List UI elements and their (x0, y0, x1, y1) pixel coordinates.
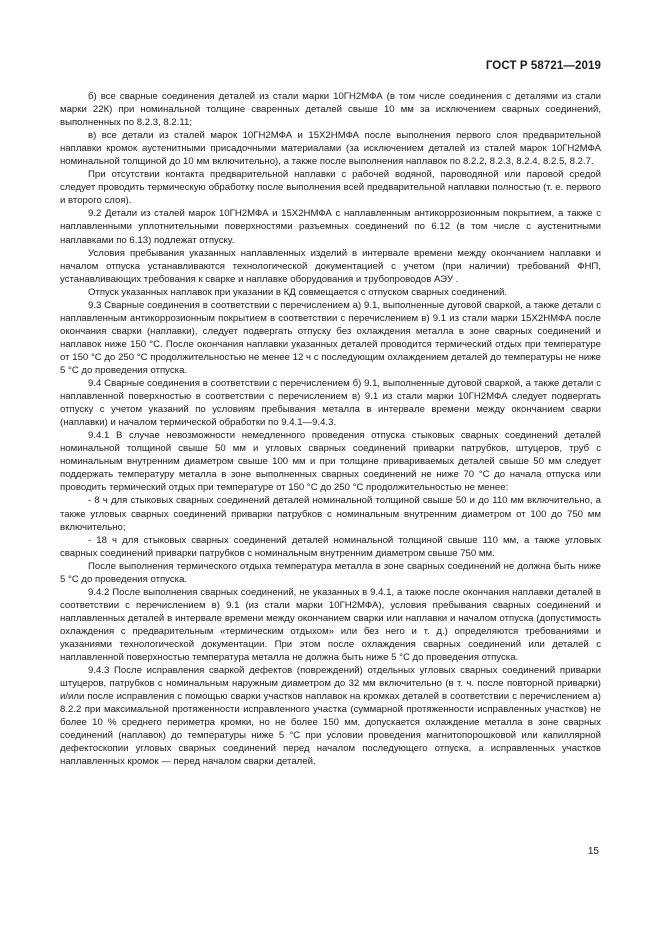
paragraph-9-3: 9.3 Сварные соединения в соответствии с перечислением а) 9.1, выполненные дуговой сваркой, а также детали с наплавленным антикоррозионным покрытием в соответствии с перечислением в) 9.1 из стали марки 15Х2НМФА после окончания сварки (наплавки), следует подвергать отпуску без охлаждения металла в зоне сварных соединений и наплавок ниже 150 °С. После окончания наплавки указанных деталей проводится термический отдых при температуре от 150 °С до 250 °С продолжительностью не менее 12 ч с последующим охлаждением деталей до температуры не ниже 5 °С до проведения отпуска. (60, 299, 601, 376)
page-number: 15 (587, 846, 599, 857)
list-item-18h: - 18 ч для стыковых сварных соединений деталей номинальной толщиной свыше 110 мм, а также угловых сварных соединений приварки патрубков с номинальным внутренним диаметром свыше 750 мм. (60, 534, 601, 559)
paragraph-9-4-2: 9.4.2 После выполнения сварных соединений, не указанных в 9.4.1, а также после окончания наплавки деталей в соответствии с перечислением в) 9.1 (из стали марки 10ГН2МФА), условия пребывания сварных соединений и наплавленных деталей в интервале времени между окончанием сварки или наплавки и началом отпуска (допустимость охлаждения с предварительным «термическим отдыхом» или без него и т. д.) определяются требованиями и указаниями технологической документации. При этом после охлаждения сварных соединений или деталей с наплавленной поверхностью температура металла не должна быть ниже 5 °С до проведения отпуска. (60, 586, 601, 664)
document-body (60, 90, 601, 768)
paragraph-9-4-1: 9.4.1 В случае невозможности немедленного проведения отпуска стыковых сварных соединений деталей номинальной толщиной свыше 50 мм и угловых сварных соединений приварки патрубков, штуцеров, труб с номинальным внутренним диаметром свыше 100 мм и при толщине привариваемых деталей свыше 50 мм следует поддержать температуру металла в зоне выполненных сварных соединений не ниже 70 °С до начала отпуска или проводить термический отдых при температуре от 150 °С до 250 °С продолжительностью не менее: (60, 430, 601, 494)
page-header-standard: ГОСТ Р 58721—2019 (485, 60, 601, 72)
list-item-8h: - 8 ч для стыковых сварных соединений деталей номинальной толщиной свыше 50 и до 110 мм включительно, а также угловых сварных соединений приварки патрубков с номинальным внутренним диаметром от 100 до 750 мм включительно; (60, 495, 601, 533)
paragraph-9-4-3: 9.4.3 После исправления сваркой дефектов (повреждений) отдельных угловых сварных соединений приварки штуцеров, патрубков с номинальным наружным диаметром до 32 мм включительно (в т. ч. после повторной приварки) и/или после исправления с помощью сварки участков наплавок на кромках деталей в соответствии с перечислением а) 8.2.2 при максимальной протяженности исправленного участка (суммарной протяженности исправленных участков) не более 10 % среднего периметра кромки, но не более 150 мм, допускается охлаждение металла в зоне сварных соединений (наплавок) до температуры ниже 5 °С при условии проведения магнитопорошковой или капиллярной дефектоскопии угловых сварных соединений перед началом последующего отпуска, а исправленных участков наплавленных кромок — перед началом сварки деталей. (60, 665, 601, 768)
paragraph-list-v: в) все детали из сталей марок 10ГН2МФА и 15Х2НМФА после выполнения первого слоя предварительной наплавки кромок аустенитными присадочными материалами (за исключением деталей из сталей марок 10ГН2МФА номинальной толщиной до 10 мм включительно), а также после выполнения наплавок по 8.2.2, 8.2.3, 8.2.4, 8.2.5, 8.2.7. (60, 130, 601, 168)
paragraph-tempering-combined: Отпуск указанных наплавок при указании в КД совмещается с отпуском сварных соединений. (88, 286, 508, 298)
paragraph-9-2: 9.2 Детали из сталей марок 10ГН2МФА и 15Х2НМФА с наплавленным антикоррозионным покрытием, а также с наплавленными уплотнительными поверхностями разъемных соединений по 6.12 (в том числе с аустенитными наплавками по 6.13) подлежат отпуску. (60, 208, 601, 246)
paragraph-list-b: б) все сварные соединения деталей из стали марки 10ГН2МФА (в том числе соединения с деталями из стали марки 22К) при номинальной толщине сваренных деталей свыше 10 мм за исключением сварных соединений, выполненных по 8.2.3, 8.2.11; (60, 91, 601, 129)
paragraph-after-rest: После выполнения термического отдыха температура металла в зоне сварных соединений не должна быть ниже 5 °С до проведения отпуска. (60, 560, 601, 585)
paragraph-9-4: 9.4 Сварные соединения в соответствии с перечислением б) 9.1, выполненные дуговой сваркой, а также детали с наплавленной поверхностью в соответствии с перечислением в) 9.1 из стали марки 10ГН2МФА следует подвергать отпуску с учетом указаний по условиям пребывания металла в интервале времени между окончанием сварки (наплавки) и началом термической обработки по 9.4.1—9.4.3. (60, 378, 601, 429)
paragraph-no-contact: При отсутствии контакта предварительной наплавки с рабочей водяной, пароводяной или паровой средой следует проводить термическую обработку после выполнения всей предварительной наплавки полностью (т. е. первого и второго слоя). (60, 169, 601, 207)
paragraph-conditions: Условия пребывания указанных наплавленных изделий в интервале времени между окончанием наплавки и началом отпуска устанавливаются технологической документацией с учетом (при наличии) требований ФНП, устанавливающих требования к сварке и наплавке оборудования и трубопроводов АЭУ . (60, 247, 601, 285)
